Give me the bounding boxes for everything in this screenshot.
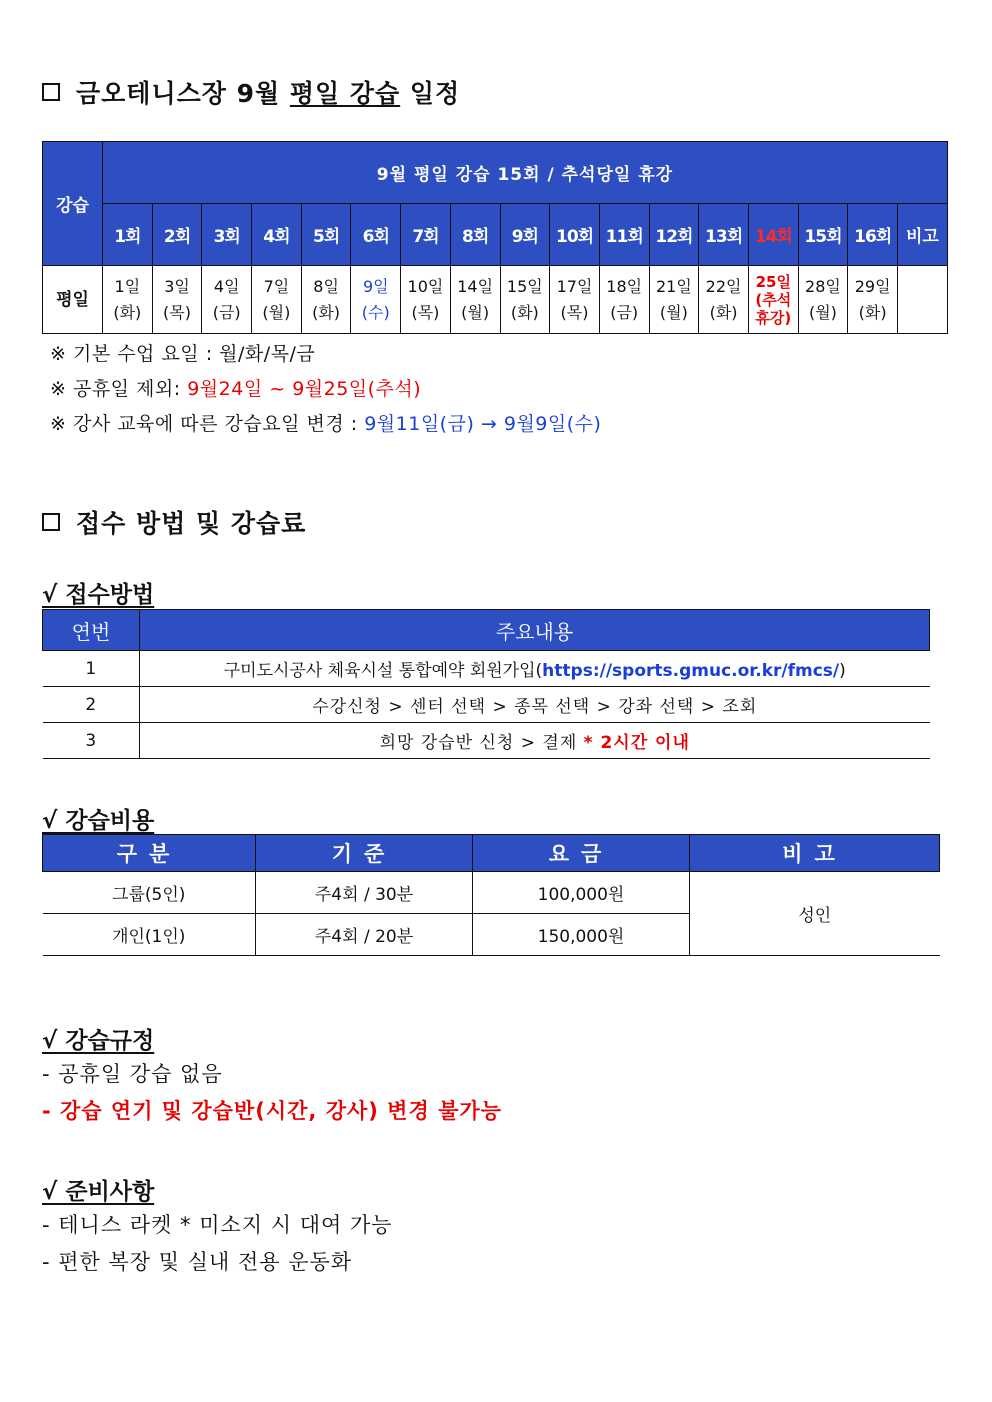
time-limit-note: * 2시간 이내 xyxy=(583,733,690,753)
date-weekday: (목) xyxy=(163,302,191,322)
method-row-num: 1 xyxy=(43,651,140,687)
session-header: 14회 xyxy=(748,204,798,266)
date-cell xyxy=(252,266,302,334)
method-heading: √ 접수방법 xyxy=(42,582,155,608)
checkbox-icon xyxy=(42,83,60,101)
date-weekday: (월) xyxy=(262,302,291,322)
title-suffix: 일정 xyxy=(400,79,461,108)
schedule-banner: 9월 평일 강습 15회 / 추석당일 휴강 xyxy=(103,142,948,204)
session-header: 2회 xyxy=(152,204,202,266)
rule-item: - 공휴일 강습 없음 xyxy=(42,1062,223,1086)
session-header: 8회 xyxy=(450,204,500,266)
session-header: 6회 xyxy=(351,204,401,266)
session-header: 3회 xyxy=(202,204,252,266)
date-weekday: (월) xyxy=(808,302,837,322)
note-2 xyxy=(50,374,421,401)
date-day: 10일 xyxy=(407,276,444,296)
date-day: 25일 xyxy=(755,272,791,291)
date-weekday: (추석 휴강) xyxy=(755,290,792,327)
fee-heading: √ 강습비용 xyxy=(42,808,155,834)
date-day: 1일 xyxy=(114,276,141,296)
session-header: 7회 xyxy=(401,204,451,266)
date-day: 28일 xyxy=(805,276,841,296)
table-row xyxy=(43,687,930,723)
table-row xyxy=(43,723,930,759)
fee-type: 개인(1인) xyxy=(43,914,256,956)
method-row-content xyxy=(140,723,930,759)
section2-title xyxy=(42,504,306,540)
date-row xyxy=(43,266,948,334)
session-header: 11회 xyxy=(599,204,649,266)
date-day: 4일 xyxy=(213,276,240,296)
date-cell xyxy=(550,266,600,334)
fee-price: 100,000원 xyxy=(473,872,690,914)
date-weekday: (목) xyxy=(560,302,589,322)
method-row-num: 2 xyxy=(43,687,140,723)
method-table xyxy=(42,609,930,759)
date-weekday: (수) xyxy=(361,302,390,322)
date-cell xyxy=(748,266,798,334)
date-day: 17일 xyxy=(556,276,593,296)
date-cell xyxy=(649,266,699,334)
method-row-content xyxy=(140,651,930,687)
session-header: 4회 xyxy=(252,204,302,266)
date-weekday: (월) xyxy=(461,302,490,322)
section2-title-text: 접수 방법 및 강습료 xyxy=(76,509,307,538)
session-header: 9회 xyxy=(500,204,550,266)
fee-type: 그룹(5인) xyxy=(43,872,256,914)
section1-title xyxy=(42,74,460,110)
remark-header: 비고 xyxy=(898,204,948,266)
date-cell xyxy=(798,266,848,334)
note-1: ※ 기본 수업 요일 : 월/화/목/금 xyxy=(50,343,316,365)
method-row-close: ) xyxy=(839,661,846,681)
fee-remark: 성인 xyxy=(690,872,940,956)
note-2-prefix: ※ 공휴일 제외: xyxy=(50,378,188,400)
date-weekday: (화) xyxy=(312,302,341,322)
fee-basis: 주4회 / 30분 xyxy=(256,872,473,914)
title-underlined: 평일 강습 xyxy=(289,79,401,108)
note-3-prefix: ※ 강사 교육에 따른 강습요일 변경 : xyxy=(50,413,365,435)
note-3 xyxy=(50,409,601,436)
date-cell xyxy=(301,266,351,334)
session-header: 5회 xyxy=(301,204,351,266)
date-cell xyxy=(848,266,898,334)
date-weekday: (목) xyxy=(411,302,440,322)
date-weekday: (화) xyxy=(113,302,142,322)
date-weekday: (금) xyxy=(610,302,639,322)
checkbox-icon xyxy=(42,513,60,531)
fee-col-remark: 비고 xyxy=(690,835,940,872)
session-header: 12회 xyxy=(649,204,699,266)
session-header: 1회 xyxy=(103,204,153,266)
fee-col-basis: 기준 xyxy=(256,835,473,872)
date-cell xyxy=(500,266,550,334)
note-3-change: 9월11일(금) → 9월9일(수) xyxy=(364,413,602,435)
date-weekday: (월) xyxy=(659,302,688,322)
fee-price: 150,000원 xyxy=(473,914,690,956)
session-header: 10회 xyxy=(550,204,600,266)
session-header: 16회 xyxy=(848,204,898,266)
date-day: 29일 xyxy=(854,276,891,296)
table-row xyxy=(43,872,940,914)
date-weekday: (화) xyxy=(510,302,539,322)
date-day: 18일 xyxy=(606,276,643,296)
date-cell xyxy=(699,266,749,334)
date-day: 9일 xyxy=(362,276,389,296)
title-prefix: 금오테니스장 9월 xyxy=(76,79,290,108)
date-day: 3일 xyxy=(164,276,190,296)
rule-item-warning: - 강습 연기 및 강습반(시간, 강사) 변경 불가능 xyxy=(42,1099,502,1123)
date-cell xyxy=(599,266,649,334)
prep-item: - 테니스 라켓 * 미소지 시 대여 가능 xyxy=(42,1213,393,1237)
date-cell xyxy=(351,266,401,334)
date-weekday: (금) xyxy=(212,302,241,322)
method-col-num: 연번 xyxy=(43,610,140,651)
date-cell xyxy=(103,266,153,334)
prep-item: - 편한 복장 및 실내 전용 운동화 xyxy=(42,1250,353,1274)
method-row-text: 구미도시공사 체육시설 통합예약 회원가입( xyxy=(223,661,543,681)
session-header-row xyxy=(43,204,948,266)
remark-cell xyxy=(898,266,948,334)
schedule-corner-label: 강습 xyxy=(43,142,103,266)
fee-basis: 주4회 / 20분 xyxy=(256,914,473,956)
date-day: 8일 xyxy=(313,276,339,296)
fee-col-price: 요금 xyxy=(473,835,690,872)
method-row-text: 희망 강습반 신청 > 결제 xyxy=(379,733,584,753)
method-row-num: 3 xyxy=(43,723,140,759)
table-row xyxy=(43,651,930,687)
date-cell xyxy=(202,266,252,334)
date-weekday: (화) xyxy=(709,302,738,322)
prep-heading: √ 준비사항 xyxy=(42,1179,155,1205)
fee-table xyxy=(42,834,940,956)
reservation-link[interactable]: https://sports.gmuc.or.kr/fmcs/ xyxy=(542,661,840,681)
date-weekday: (화) xyxy=(858,302,887,322)
method-col-content: 주요내용 xyxy=(140,610,930,651)
session-header: 15회 xyxy=(798,204,848,266)
fee-col-type: 구분 xyxy=(43,835,256,872)
date-cell xyxy=(152,266,202,334)
date-cell xyxy=(450,266,500,334)
rules-heading: √ 강습규정 xyxy=(42,1028,155,1054)
date-day: 7일 xyxy=(263,276,290,296)
date-day: 21일 xyxy=(655,276,692,296)
session-header: 13회 xyxy=(699,204,749,266)
row-label-weekday: 평일 xyxy=(43,266,103,334)
date-day: 14일 xyxy=(457,276,494,296)
date-cell xyxy=(401,266,451,334)
note-2-dates: 9월24일 ~ 9월25일(추석) xyxy=(187,378,422,400)
date-day: 22일 xyxy=(705,276,742,296)
schedule-table xyxy=(42,141,948,334)
date-day: 15일 xyxy=(506,276,543,296)
method-row-content: 수강신청 > 센터 선택 > 종목 선택 > 강좌 선택 > 조회 xyxy=(140,687,930,723)
